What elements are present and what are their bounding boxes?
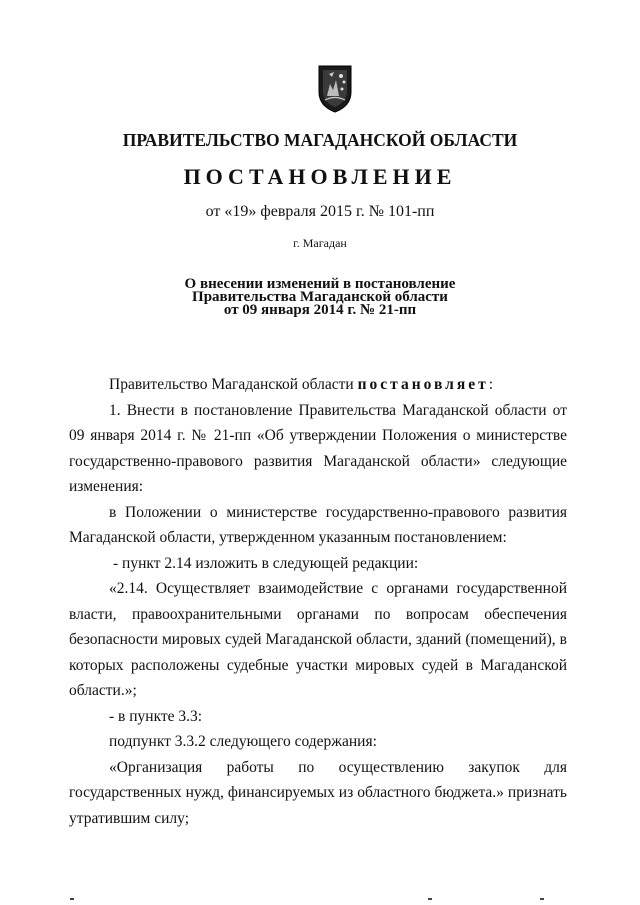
- intro-paragraph: [69, 372, 567, 398]
- document-date-number: от «19» февраля 2015 г. № 101-пп: [205, 203, 435, 220]
- document-type: ПОСТАНОВЛЕНИЕ: [183, 164, 457, 189]
- subject-line: О внесении изменений в постановление: [184, 276, 456, 292]
- paragraph-6: подпункт 3.3.2 следующего содержания:: [109, 733, 377, 750]
- scan-mark: [540, 898, 544, 900]
- paragraph-2: в Положении о министерстве государственно-правового развития Магаданской области, утвержденном указанным постановлением:: [69, 503, 567, 546]
- subject-line: от 09 января 2014 г. № 21-пп: [223, 302, 417, 318]
- magadan-coat-of-arms-icon: [315, 62, 355, 114]
- paragraph-4: «2.14. Осуществляет взаимодействие с органами государственной власти, правоохранительными органами по вопросам обеспечения безопасности мировых судей Магаданской области, зданий (помещений), в которых расположены судебные участки мировых судей в Магаданской области.»;: [69, 580, 567, 699]
- paragraph-5: - в пункте 3.3:: [109, 707, 203, 725]
- scan-mark: [70, 898, 74, 900]
- subject-line: Правительства Магаданской области: [192, 289, 448, 305]
- scan-mark: [428, 898, 432, 900]
- paragraph-3: - пункт 2.14 изложить в следующей редакции:: [113, 554, 419, 572]
- government-title: ПРАВИТЕЛЬСТВО МАГАДАНСКОЙ ОБЛАСТИ: [122, 130, 518, 150]
- document-subject: [0, 278, 640, 317]
- paragraph-1: 1. Внести в постановление Правительства Магаданской области от 09 января 2014 г. № 21-пп «Об утверждении Положения о министерстве государственно-правового развития Магаданской области» следующие изменения:: [69, 401, 567, 495]
- intro-colon: :: [488, 376, 494, 393]
- paragraph-7: «Организация работы по осуществлению закупок для государственных нужд, финансируемых из областного бюджета.» признать утратившим силу;: [69, 758, 567, 827]
- document-city: г. Магадан: [293, 236, 347, 250]
- decree-keyword: постановляет: [357, 376, 489, 393]
- document-body: [69, 372, 567, 831]
- intro-text: Правительство Магаданской области: [109, 376, 358, 393]
